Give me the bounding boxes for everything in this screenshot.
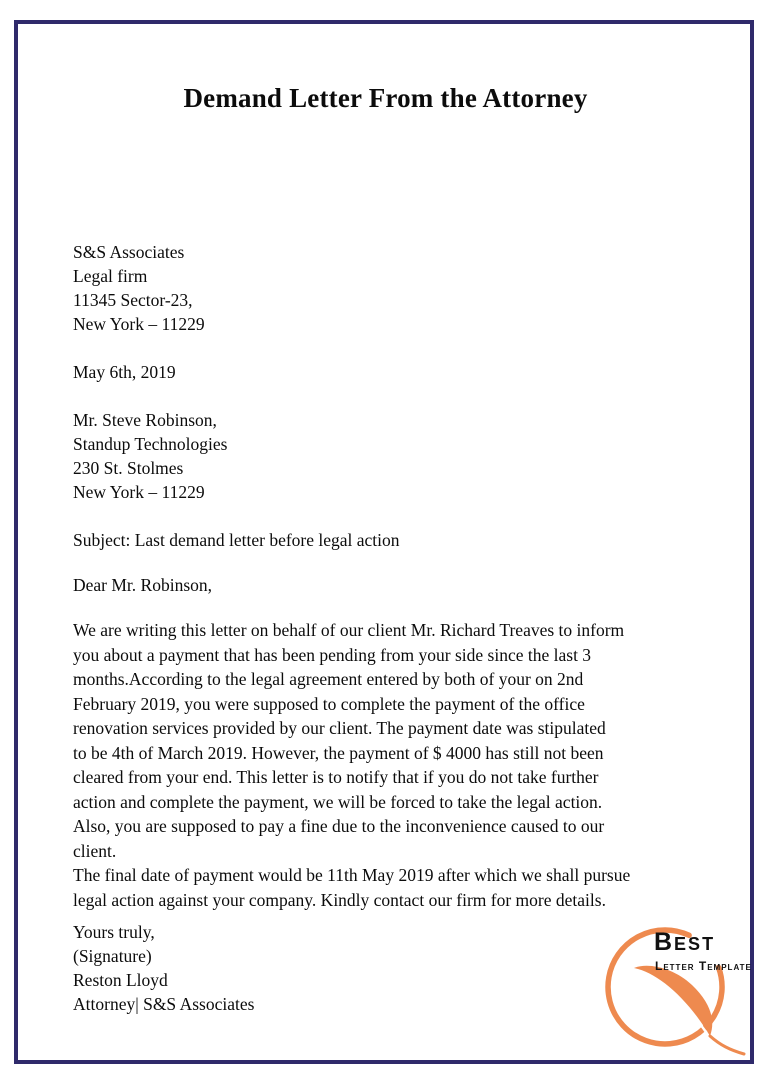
brand-logo	[598, 922, 758, 1062]
body-line: months.According to the legal agreement entered by both of your on 2nd	[73, 669, 584, 689]
recipient-address	[73, 408, 698, 504]
body-line: client.	[73, 840, 117, 861]
signature-placeholder: (Signature)	[73, 946, 152, 966]
recipient-line: 230 St. Stolmes	[73, 458, 184, 478]
sender-line: 11345 Sector-23,	[73, 290, 193, 310]
body-line: cleared from your end. This letter is to notify that if you do not take further	[73, 767, 599, 787]
closing-valediction: Yours truly,	[73, 922, 155, 942]
body-line: to be 4th of March 2019. However, the payment of $ 4000 has still not been	[73, 742, 604, 763]
body-line: Also, you are supposed to pay a fine due to the inconvenience caused to our	[73, 816, 605, 836]
subject-line: Subject: Last demand letter before legal action	[73, 530, 400, 550]
body-line: February 2019, you were supposed to complete the payment of the office	[73, 693, 585, 714]
body-line: legal action against your company. Kindly contact our firm for more details.	[73, 889, 606, 910]
signature-name: Reston Lloyd	[73, 970, 168, 990]
brand-name: Best	[654, 928, 716, 956]
sender-address	[73, 240, 698, 336]
recipient-line: Mr. Steve Robinson,	[73, 410, 217, 430]
letter-title: Demand Letter From the Attorney	[183, 83, 588, 113]
body-line: We are writing this letter on behalf of our client Mr. Richard Treaves to inform	[73, 620, 625, 640]
letter-date	[73, 360, 698, 384]
body-line: renovation services provided by our client. The payment date was stipulated	[73, 718, 606, 738]
brand-tagline: Letter Template	[655, 959, 752, 973]
sender-line: Legal firm	[73, 266, 148, 286]
body-line: you about a payment that has been pending from your side since the last 3	[73, 644, 592, 665]
sender-line: New York – 11229	[73, 314, 205, 334]
recipient-line: Standup Technologies	[73, 434, 228, 454]
letter-body	[73, 618, 698, 912]
signature-role: Attorney| S&S Associates	[73, 994, 255, 1014]
salutation: Dear Mr. Robinson,	[73, 575, 213, 595]
body-line: action and complete the payment, we will be forced to take the legal action.	[73, 791, 603, 812]
date-line: May 6th, 2019	[73, 362, 176, 382]
recipient-line: New York – 11229	[73, 482, 205, 502]
sender-line: S&S Associates	[73, 242, 185, 262]
body-line: The final date of payment would be 11th May 2019 after which we shall pursue	[73, 865, 631, 885]
